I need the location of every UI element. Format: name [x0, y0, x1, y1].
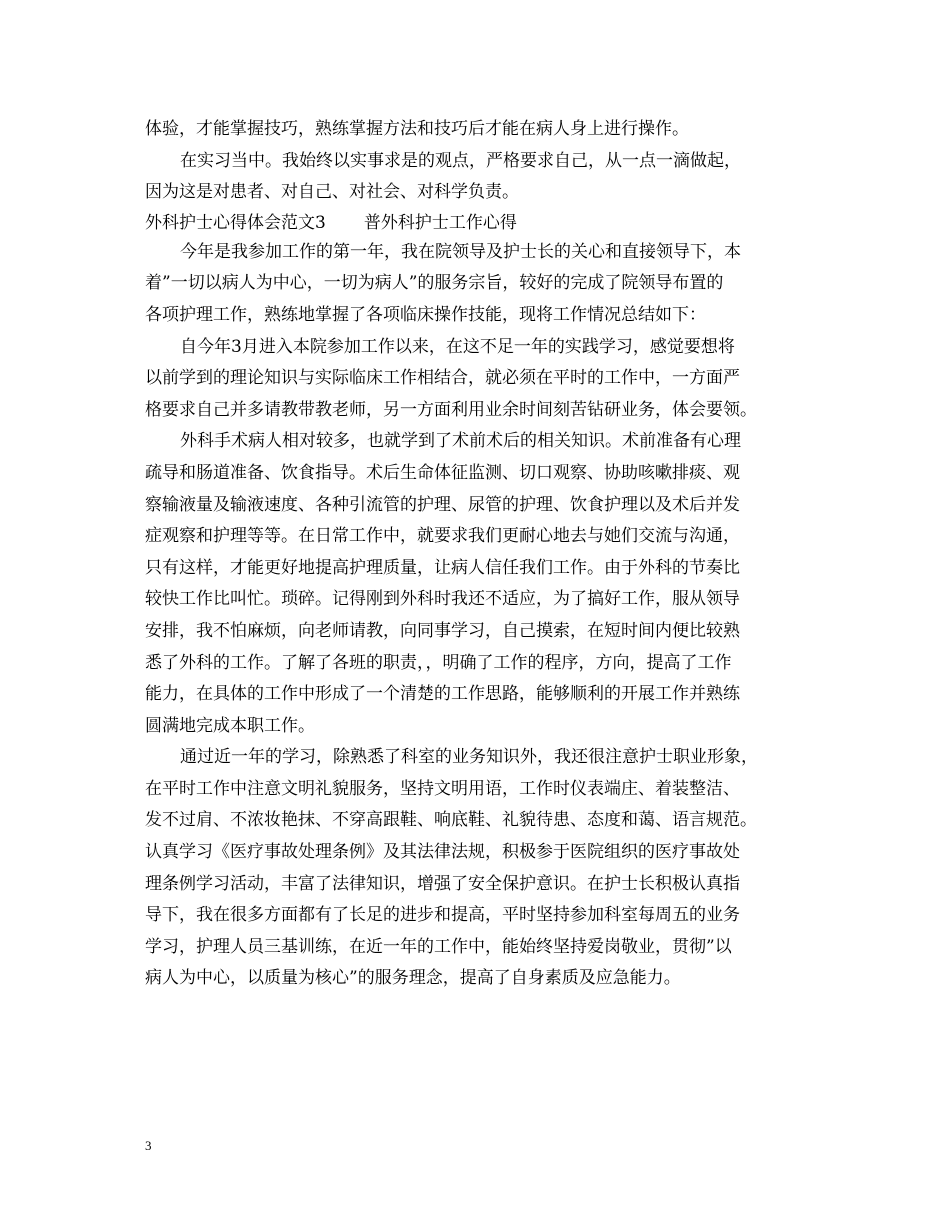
section-heading-subtitle: 普外科护士工作心得 — [363, 212, 517, 233]
text-line: 悉了外科的工作。了解了各班的职责，，明确了工作的程序，方向，提高了工作 — [145, 652, 732, 673]
text-line: 格要求自己并多请教带教老师，另一方面利用业余时间刻苦钻研业务，体会要领。 — [145, 399, 757, 420]
text-line: 学习，护理人员三基训练，在近一年的工作中，能始终坚持爱岗敬业，贯彻”以 — [145, 936, 732, 957]
text-line: 察输液量及输液速度、各种引流管的护理、尿管的护理、饮食护理以及术后并发 — [145, 494, 740, 515]
text-line: 症观察和护理等等。在日常工作中，就要求我们更耐心地去与她们交流与沟通， — [145, 526, 740, 547]
text-line: 自今年3月进入本院参加工作以来，在这不足一年的实践学习，感觉要想将 — [180, 336, 735, 357]
text-line: 在实习当中。我始终以实事求是的观点，严格要求自己，从一点一滴做起， — [180, 150, 741, 171]
text-line: 圆满地完成本职工作。 — [145, 715, 315, 736]
text-line: 在平时工作中注意文明礼貌服务，坚持文明用语，工作时仪表端庄、着装整洁、 — [145, 778, 740, 799]
text-line: 较快工作比叫忙。琐碎。记得刚到外科时我还不适应，为了搞好工作，服从领导 — [145, 589, 740, 610]
page-number: 3 — [145, 1138, 152, 1153]
document-body — [145, 114, 813, 995]
text-line: 只有这样，才能更好地提高护理质量，让病人信任我们工作。由于外科的节奏比 — [145, 557, 740, 578]
text-line: 认真学习《医疗事故处理条例》及其法律法规，积极参于医院组织的医疗事故处 — [145, 842, 740, 863]
text-line: 病人为中心，以质量为核心”的服务理念，提高了自身素质及应急能力。 — [145, 968, 681, 989]
section-heading-title: 外科护士心得体会范文3 — [145, 212, 326, 233]
text-line: 安排，我不怕麻烦，向老师请教，向同事学习，自己摸索，在短时间内便比较熟 — [145, 620, 740, 641]
text-line: 能力，在具体的工作中形成了一个清楚的工作思路，能够顺利的开展工作并熟练 — [145, 684, 740, 705]
text-line: 因为这是对患者、对自己、对社会、对科学负责。 — [145, 182, 519, 203]
paragraph-block-after-heading — [145, 237, 813, 995]
text-line: 着”一切以病人为中心，一切为病人”的服务宗旨，较好的完成了院领导布置的 — [145, 273, 724, 294]
text-line: 外科手术病人相对较多，也就学到了术前术后的相关知识。术前准备有心理 — [180, 431, 741, 452]
text-line: 今年是我参加工作的第一年，我在院领导及护士长的关心和直接领导下，本 — [180, 241, 741, 262]
text-line: 理条例学习活动，丰富了法律知识，增强了安全保护意识。在护士长积极认真指 — [145, 873, 740, 894]
text-line: 导下，我在很多方面都有了长足的进步和提高，平时坚持参加科室每周五的业务 — [145, 905, 740, 926]
text-line: 发不过肩、不浓妆艳抹、不穿高跟鞋、响底鞋、礼貌待患、态度和蔼、语言规范。 — [145, 810, 757, 831]
text-line: 以前学到的理论知识与实际临床工作相结合，就必须在平时的工作中，一方面严 — [145, 368, 740, 389]
section-heading — [145, 209, 813, 237]
paragraph-block-before-heading — [145, 114, 813, 209]
text-line: 各项护理工作，熟练地掌握了各项临床操作技能，现将工作情况总结如下： — [145, 304, 706, 325]
text-line: 体验，才能掌握技巧，熟练掌握方法和技巧后才能在病人身上进行操作。 — [145, 119, 689, 139]
text-line: 通过近一年的学习，除熟悉了科室的业务知识外，我还很注意护士职业形象， — [180, 747, 758, 768]
text-line: 疏导和肠道准备、饮食指导。术后生命体征监测、切口观察、协助咳嗽排痰、观 — [145, 462, 740, 483]
